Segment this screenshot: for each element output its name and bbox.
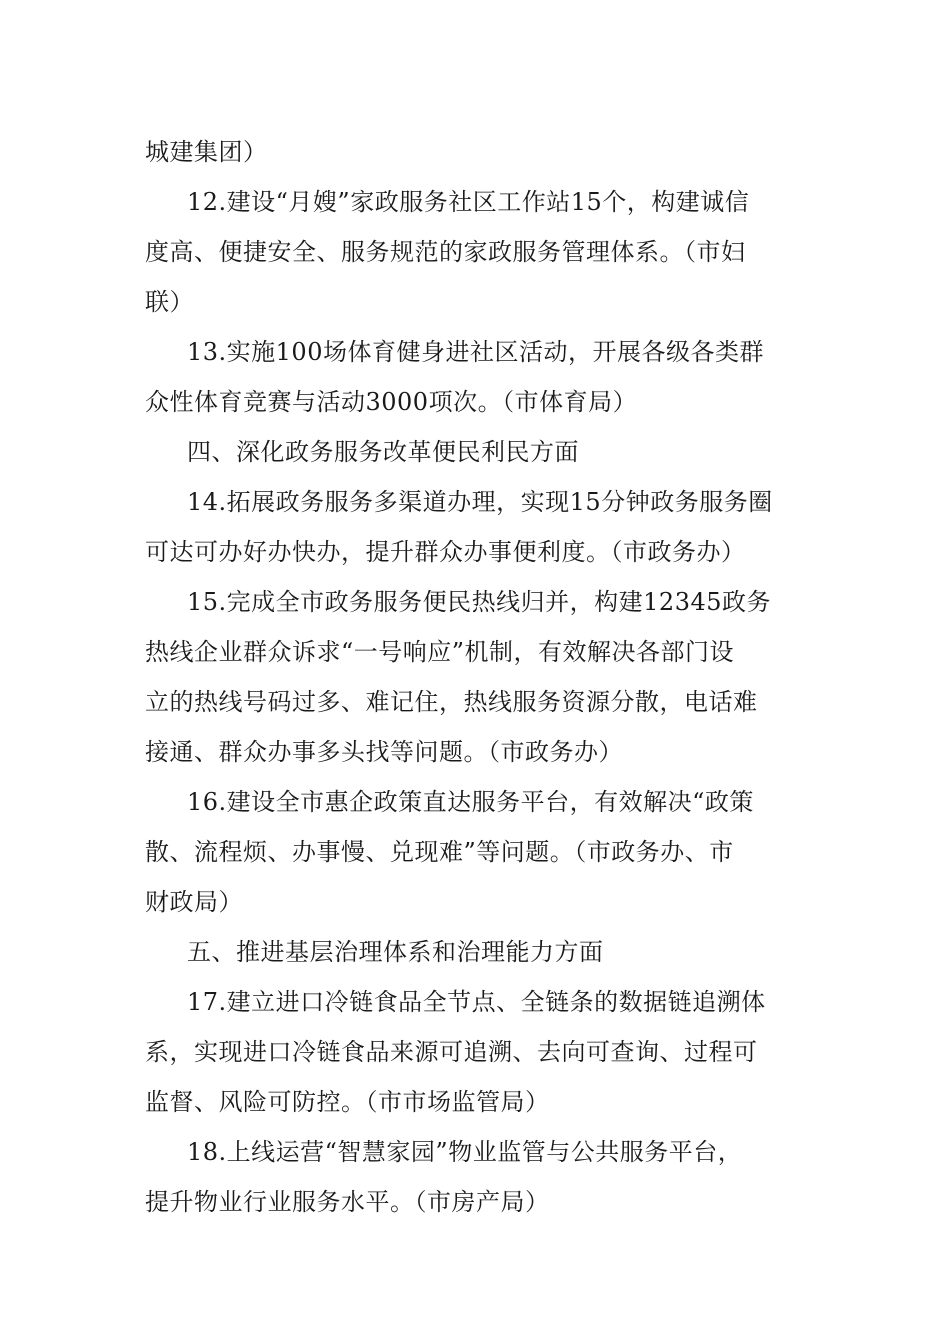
document-page [145, 127, 810, 1227]
text-line: 热线企业群众诉求“一号响应”机制，有效解决各部门设 [145, 638, 735, 666]
item-18-line: 18.上线运营“智慧家园”物业监管与公共服务平台， [187, 1138, 743, 1166]
section-heading-5: 五、推进基层治理体系和治理能力方面 [187, 938, 604, 966]
text-line: 众性体育竞赛与活动3000项次。（市体育局） [145, 388, 638, 416]
text-line: 散、流程烦、办事慢、兑现难”等问题。（市政务办、市 [145, 838, 734, 866]
text-line: 度高、便捷安全、服务规范的家政服务管理体系。（市妇 [145, 238, 746, 266]
text-line: 城建集团） [145, 138, 268, 166]
text-line: 系，实现进口冷链食品来源可追溯、去向可查询、过程可 [145, 1038, 758, 1066]
item-17-line: 17.建立进口冷链食品全节点、全链条的数据链追溯体 [187, 988, 766, 1016]
item-14-line: 14.拓展政务服务多渠道办理，实现15分钟政务服务圈 [187, 488, 773, 516]
item-12-line: 12.建设“月嫂”家政服务社区工作站15个，构建诚信 [187, 188, 750, 216]
item-15-line: 15.完成全市政务服务便民热线归并，构建12345政务 [187, 588, 772, 616]
text-line: 联） [145, 288, 194, 316]
text-line: 接通、群众办事多头找等问题。（市政务办） [145, 738, 623, 766]
text-line: 监督、风险可防控。（市市场监管局） [145, 1088, 550, 1116]
text-line: 可达可办好办快办，提升群众办事便利度。（市政务办） [145, 538, 746, 566]
item-13-line: 13.实施100场体育健身进社区活动，开展各级各类群 [187, 338, 764, 366]
item-16-line: 16.建设全市惠企政策直达服务平台，有效解决“政策 [187, 788, 754, 816]
text-line: 立的热线号码过多、难记住，热线服务资源分散，电话难 [145, 688, 758, 716]
text-line: 财政局） [145, 888, 243, 916]
section-heading-4: 四、深化政务服务改革便民利民方面 [187, 438, 579, 466]
text-line: 提升物业行业服务水平。（市房产局） [145, 1188, 550, 1216]
